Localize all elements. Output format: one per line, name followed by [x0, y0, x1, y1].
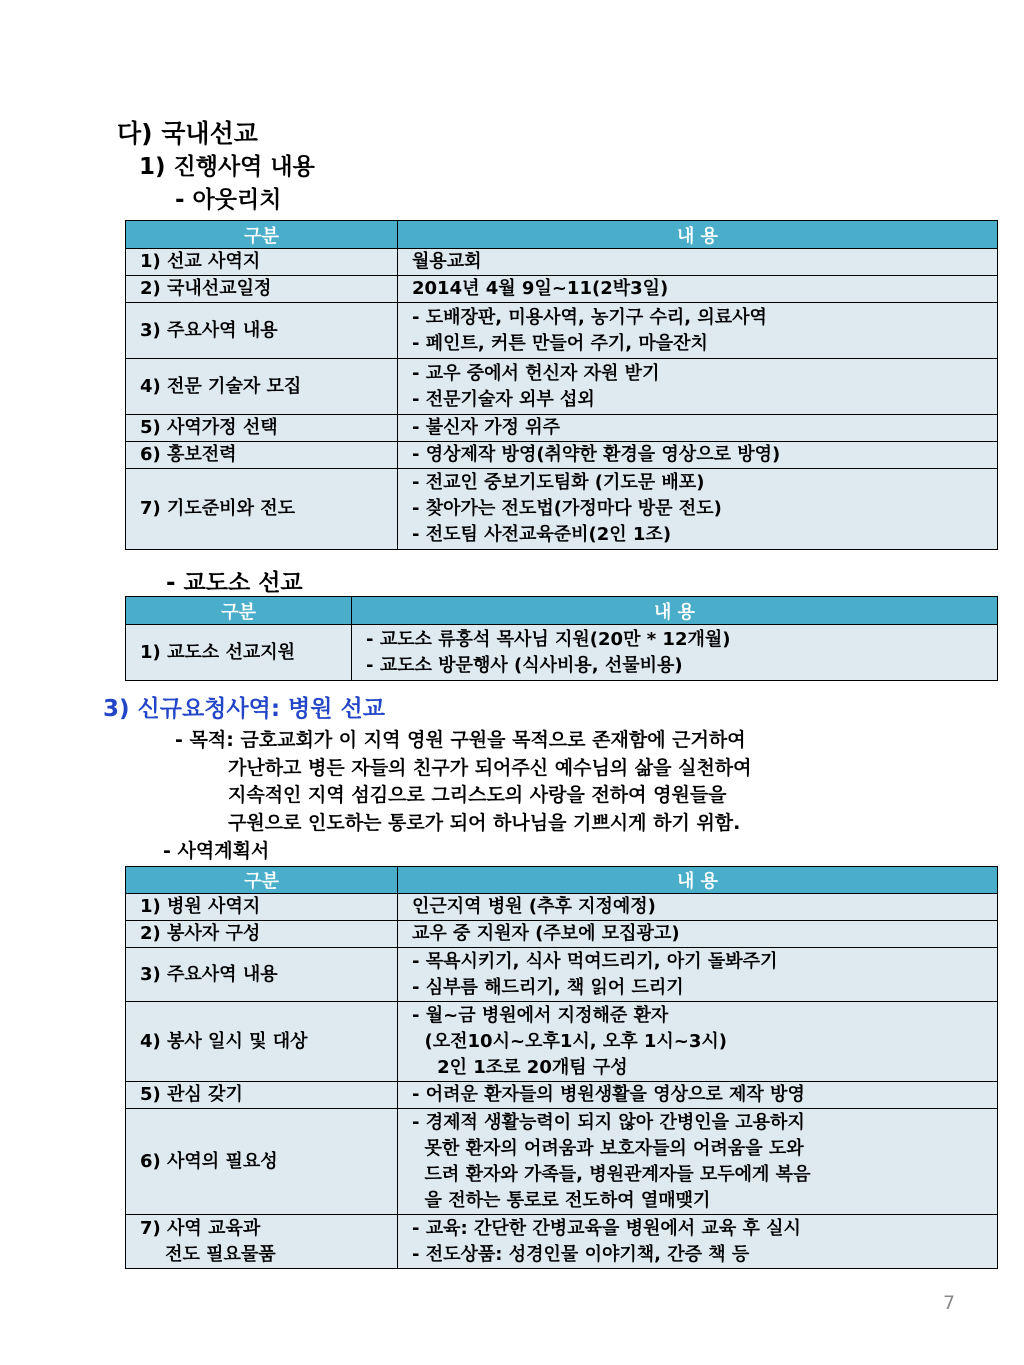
row-category-label: 1) 병원 사역지	[140, 896, 261, 917]
row-content-line: 2인 1조로 20개팀 구성	[412, 1056, 628, 1078]
row-category-cell	[126, 442, 398, 469]
row-content-cell	[398, 359, 998, 415]
row-category-cell	[126, 894, 398, 921]
row-content-cell	[398, 1109, 998, 1215]
table-row	[126, 1109, 998, 1215]
row-content-cell	[398, 442, 998, 469]
row-category-cell	[126, 1002, 398, 1082]
row-category-cell	[126, 625, 352, 681]
table-row	[126, 469, 998, 550]
table-row	[126, 1082, 998, 1109]
row-category-cell	[126, 1082, 398, 1109]
row-category-cell	[126, 303, 398, 359]
row-content-line: - 전도상품: 성경인물 이야기책, 간증 책 등	[412, 1243, 750, 1265]
table-row	[126, 948, 998, 1002]
row-content-line: - 교도소 류홍석 목사님 지원(20만 * 12개월)	[366, 628, 731, 650]
purpose-line: 구원으로 인도하는 통로가 되어 하나님을 기쁘시게 하기 위함.	[228, 811, 741, 834]
row-content-line: - 전교인 중보기도팀화 (기도문 배포)	[412, 472, 705, 493]
purpose-line: 가난하고 병든 자들의 친구가 되어주신 예수님의 삶을 실천하여	[228, 756, 752, 779]
row-content-cell	[398, 1002, 998, 1082]
row-content-line: - 교우 중에서 헌신자 자원 받기	[412, 362, 660, 384]
row-content-cell	[398, 921, 998, 948]
row-category-cell	[126, 276, 398, 303]
row-content-cell	[398, 1215, 998, 1269]
row-content-line: - 교도소 방문행사 (식사비용, 선물비용)	[366, 654, 683, 676]
row-category-label: 7) 기도준비와 전도	[140, 498, 295, 519]
row-content-cell	[398, 948, 998, 1002]
row-category-label: 4) 봉사 일시 및 대상	[140, 1030, 308, 1052]
row-content-cell	[352, 625, 998, 681]
table-row	[126, 625, 998, 681]
table-row	[126, 359, 998, 415]
table-header-category: 구분	[126, 867, 398, 894]
row-content-line: 드려 환자와 가족들, 병원관계자들 모두에게 복음	[412, 1163, 811, 1185]
row-content-line: - 심부름 해드리기, 책 읽어 드리기	[412, 976, 684, 998]
table-header-content: 내 용	[398, 221, 998, 249]
row-content-line: 못한 환자의 어려움과 보호자들의 어려움을 도와	[412, 1137, 804, 1159]
row-content-line: - 도배장판, 미용사역, 농기구 수리, 의료사역	[412, 306, 767, 328]
row-content-line: 월용교회	[412, 251, 482, 272]
table-row	[126, 894, 998, 921]
section-heading: 다) 국내선교	[117, 119, 258, 148]
outreach-label: - 아웃리치	[175, 187, 282, 213]
row-category-label: 1) 교도소 선교지원	[140, 641, 295, 663]
outreach-table	[125, 220, 998, 550]
hospital-plan-table	[125, 866, 998, 1269]
row-content-cell	[398, 894, 998, 921]
row-category-cell	[126, 359, 398, 415]
row-content-line: - 월~금 병원에서 지정해준 환자	[412, 1004, 669, 1026]
row-content-line: 을 전하는 통로로 전도하여 열매맺기	[412, 1189, 711, 1211]
row-content-line: - 전문기술자 외부 섭외	[412, 388, 595, 410]
row-category-cell	[126, 921, 398, 948]
row-content-line: - 찾아가는 전도법(가정마다 방문 전도)	[412, 498, 722, 519]
row-category-label: 7) 사역 교육과	[140, 1217, 261, 1239]
row-category-label: 5) 사역가정 선택	[140, 417, 278, 438]
purpose-line: - 목적: 금호교회가 이 지역 영원 구원을 목적으로 존재함에 근거하여	[175, 729, 746, 751]
prison-table	[125, 596, 998, 681]
prison-label: - 교도소 선교	[166, 570, 303, 596]
row-content-cell	[398, 415, 998, 442]
row-category-label: 3) 주요사역 내용	[140, 963, 278, 985]
row-content-cell	[398, 276, 998, 303]
row-content-line: - 페인트, 커튼 만들어 주기, 마을잔치	[412, 332, 708, 354]
row-category-cell	[126, 249, 398, 276]
subsection-heading: 1) 진행사역 내용	[139, 154, 315, 180]
row-content-cell	[398, 249, 998, 276]
table-row	[126, 1215, 998, 1269]
row-content-line: - 목욕시키기, 식사 먹여드리기, 아기 돌봐주기	[412, 950, 778, 972]
row-content-cell	[398, 303, 998, 359]
table-row	[126, 415, 998, 442]
row-content-line: 2014년 4월 9일~11(2박3일)	[412, 278, 669, 299]
table-row	[126, 303, 998, 359]
table-header-category: 구분	[126, 597, 352, 625]
row-category-label: 1) 선교 사역지	[140, 251, 261, 272]
row-category-label: 2) 봉사자 구성	[140, 923, 261, 944]
row-content-line: - 영상제작 방영(취약한 환경을 영상으로 방영)	[412, 444, 781, 465]
row-content-line: - 불신자 가정 위주	[412, 417, 560, 438]
row-category-label: 6) 홍보전력	[140, 444, 237, 465]
row-content-line: - 전도팀 사전교육준비(2인 1조)	[412, 524, 672, 545]
row-category-label: 3) 주요사역 내용	[140, 319, 278, 341]
table-row	[126, 442, 998, 469]
table-row	[126, 276, 998, 303]
row-category-cell	[126, 415, 398, 442]
row-content-line: (오전10시~오후1시, 오후 1시~3시)	[412, 1030, 728, 1052]
row-content-line: 교우 중 지원자 (주보에 모집광고)	[412, 923, 680, 944]
row-content-line: 인근지역 병원 (추후 지정예정)	[412, 896, 656, 917]
page-number: 7	[943, 1292, 956, 1314]
row-category-label: 5) 관심 갖기	[140, 1084, 243, 1105]
row-content-line: - 교육: 간단한 간병교육을 병원에서 교육 후 실시	[412, 1217, 801, 1239]
row-category-cell	[126, 1215, 398, 1269]
row-category-label: 전도 필요물품	[140, 1243, 276, 1265]
row-category-cell	[126, 469, 398, 550]
table-row	[126, 1002, 998, 1082]
table-row	[126, 249, 998, 276]
purpose-line: 지속적인 지역 섬김으로 그리스도의 사랑을 전하여 영원들을	[228, 784, 727, 806]
row-content-cell	[398, 1082, 998, 1109]
table-row	[126, 921, 998, 948]
purpose-text	[175, 727, 752, 837]
table-header-content: 내 용	[398, 867, 998, 894]
plan-label: - 사역계획서	[163, 840, 270, 862]
row-category-label: 2) 국내선교일정	[140, 278, 272, 299]
row-content-cell	[398, 469, 998, 550]
new-ministry-heading: 3) 신규요청사역: 병원 선교	[103, 696, 385, 722]
row-category-label: 4) 전문 기술자 모집	[140, 375, 302, 397]
row-category-cell	[126, 948, 398, 1002]
row-content-line: - 경제적 생활능력이 되지 않아 간병인을 고용하지	[412, 1111, 805, 1133]
row-category-label: 6) 사역의 필요성	[140, 1150, 278, 1172]
table-header-category: 구분	[126, 221, 398, 249]
row-category-cell	[126, 1109, 398, 1215]
table-header-content: 내 용	[352, 597, 998, 625]
row-content-line: - 어려운 환자들의 병원생활을 영상으로 제작 방영	[412, 1084, 805, 1105]
